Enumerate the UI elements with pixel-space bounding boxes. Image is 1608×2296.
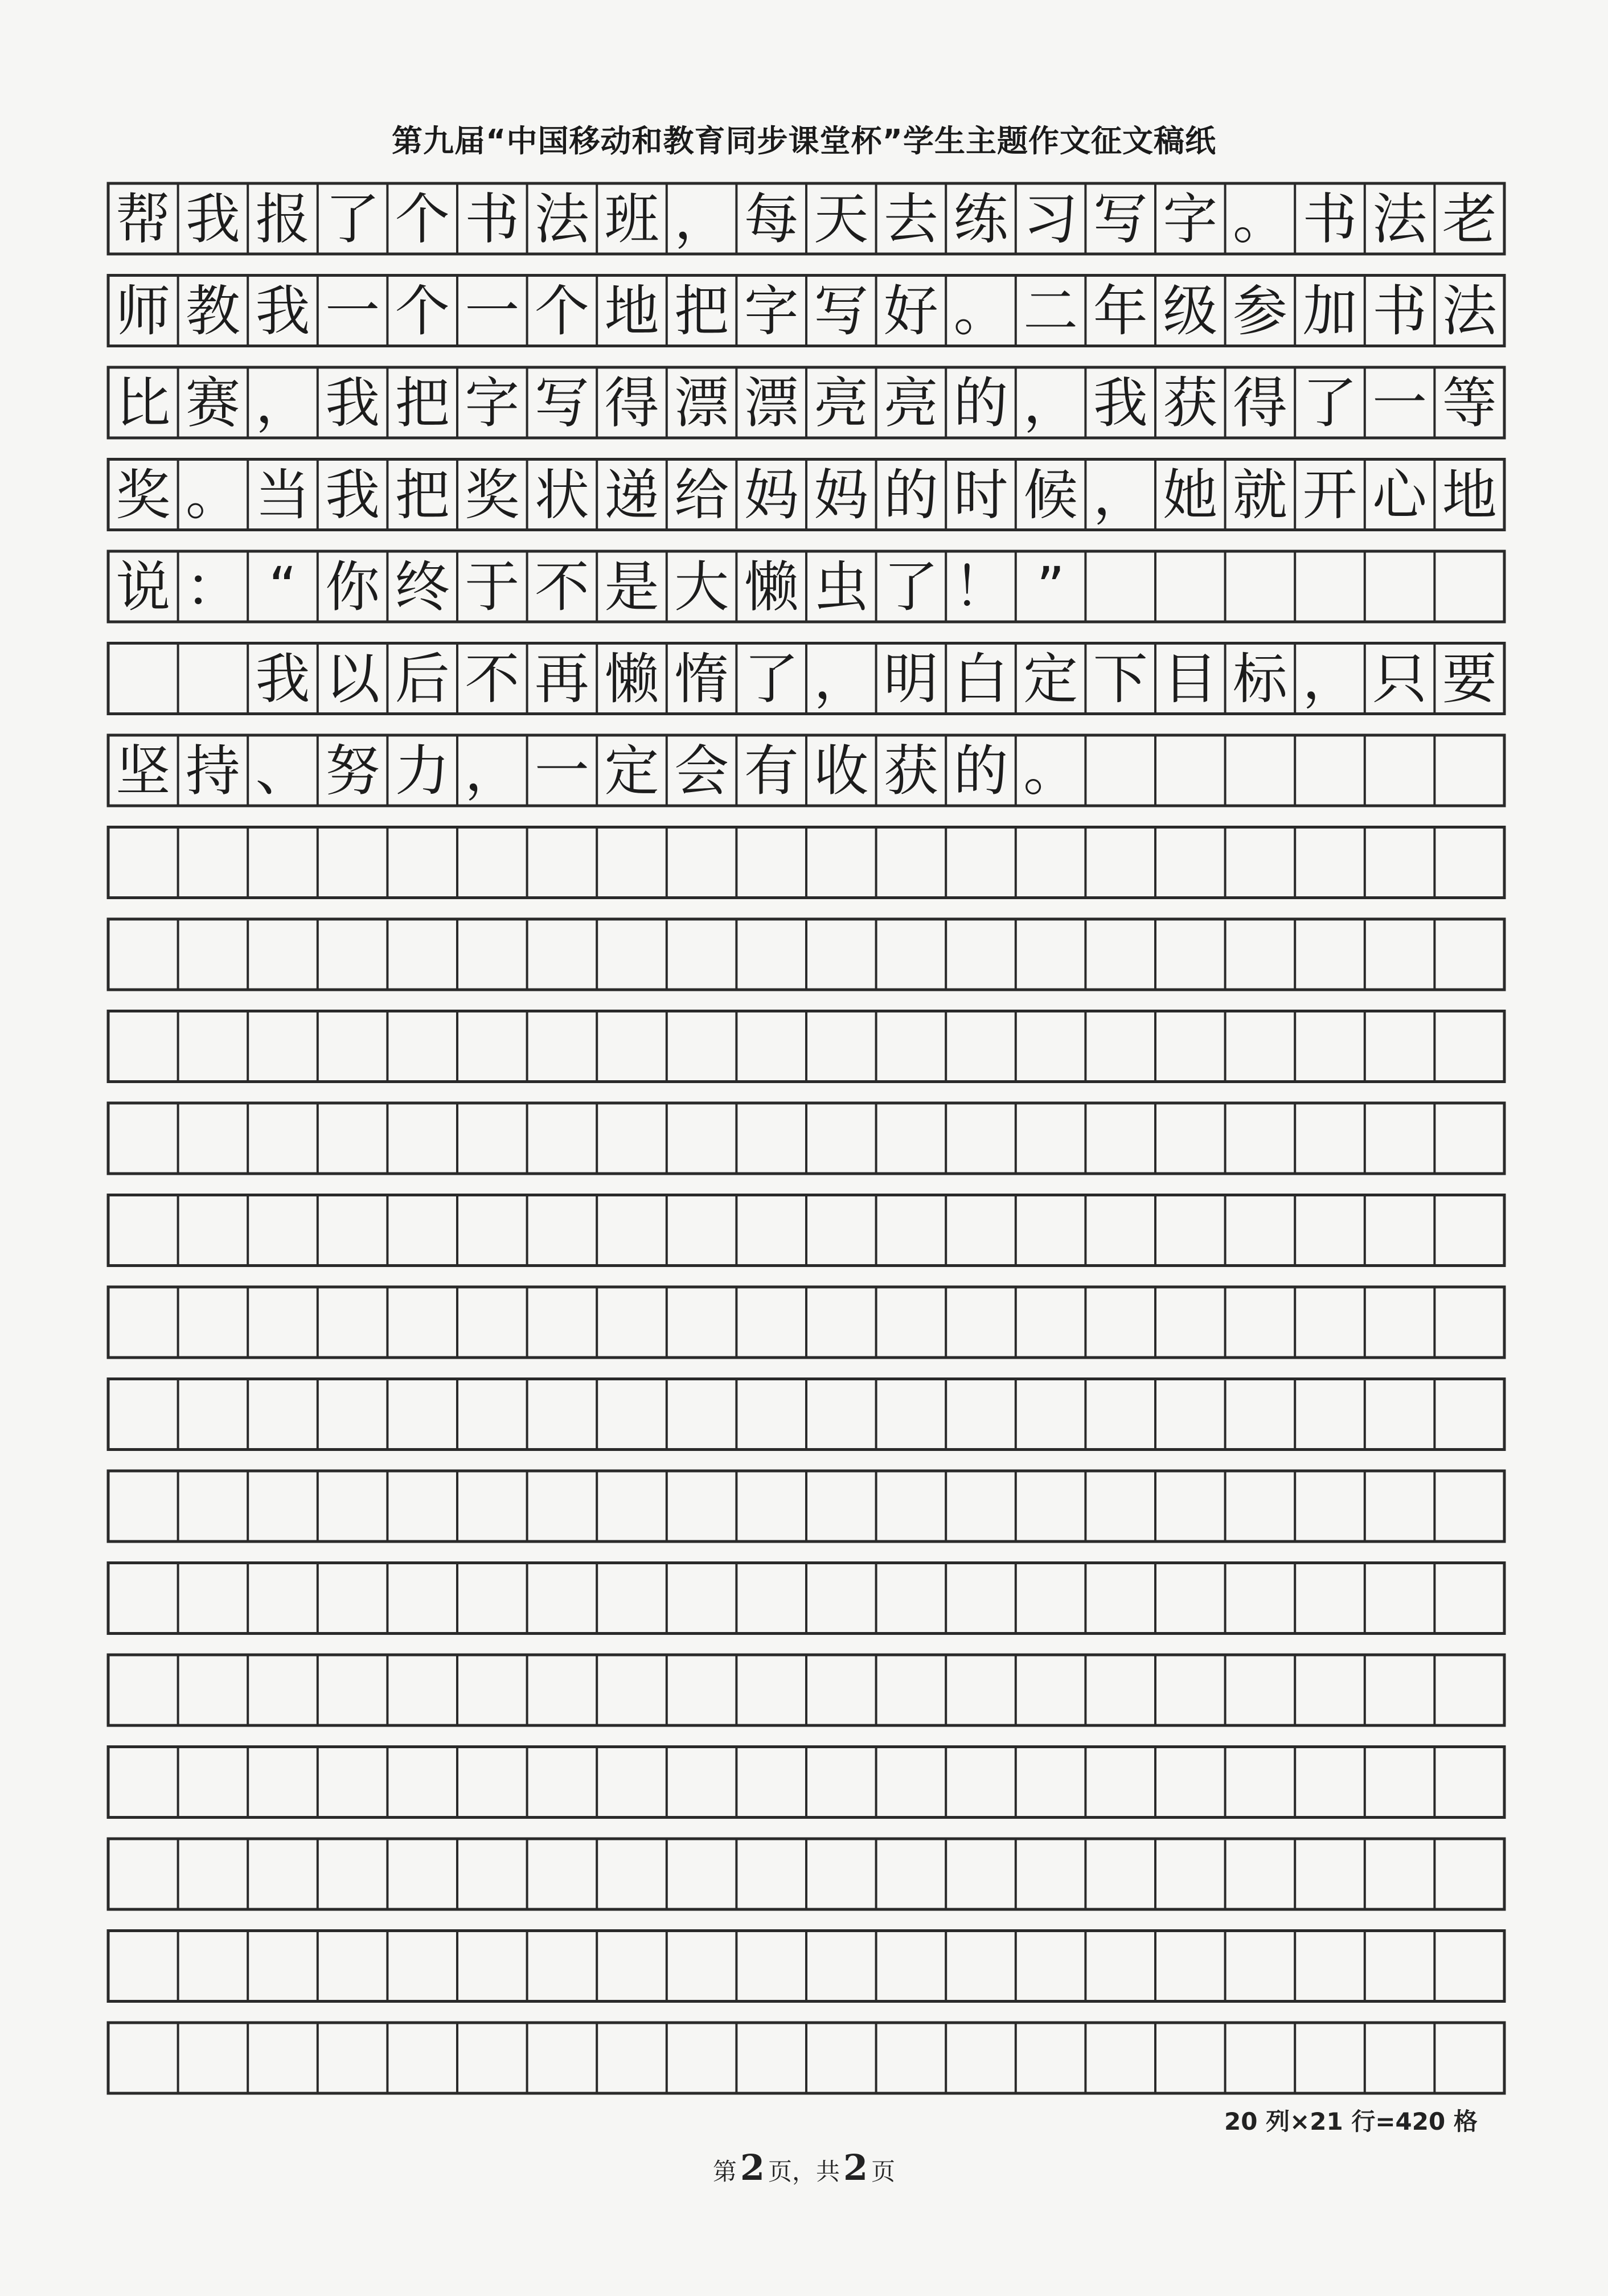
essay-character: ，: [1093, 463, 1148, 527]
essay-character: 每: [744, 187, 799, 251]
footer-middle: 页，共: [768, 2158, 840, 2186]
footer-current-page: 2: [740, 2147, 765, 2188]
essay-character: 习: [1023, 187, 1078, 251]
essay-character: 天: [814, 187, 869, 251]
essay-character: 终: [395, 555, 450, 619]
essay-character: 力: [395, 739, 450, 803]
grid-row: [108, 1931, 1504, 2002]
essay-character: 我: [1093, 371, 1148, 435]
grid-row: [108, 1287, 1504, 1358]
essay-character: 惰: [674, 647, 729, 711]
grid-row: [108, 1563, 1504, 1634]
essay-character: ：: [185, 555, 240, 619]
essay-character: 字: [744, 279, 799, 343]
essay-character: 老: [1442, 187, 1497, 251]
grid-row: [108, 1471, 1504, 1541]
essay-character: 报: [255, 187, 310, 251]
essay-character: 奖: [116, 463, 171, 527]
essay-character: 比: [116, 371, 171, 435]
essay-character: 一: [325, 279, 380, 343]
essay-character: 师: [116, 279, 171, 343]
grid-row: [108, 919, 1504, 990]
grid-row: [108, 1655, 1504, 1725]
essay-character: 说: [116, 555, 171, 619]
essay-character: 一: [1372, 371, 1427, 435]
essay-character: 奖: [465, 463, 520, 527]
paper-title: 第九届“中国移动和教育同步课堂杯”学生主题作文征文稿纸: [392, 123, 1216, 159]
essay-character: ，: [1302, 647, 1357, 711]
essay-character: 我: [255, 279, 310, 343]
essay-character: 漂: [674, 371, 729, 435]
essay-character: 法: [534, 187, 589, 251]
essay-character: 获: [883, 739, 938, 803]
essay-character: 当: [255, 463, 310, 527]
essay-character: 懒: [744, 555, 799, 619]
grid-row: [108, 551, 1504, 622]
grid-row: [108, 1747, 1504, 1818]
essay-character: 妈: [814, 463, 869, 527]
essay-character: 一: [465, 279, 520, 343]
essay-character: 参: [1232, 279, 1287, 343]
essay-character: 了: [325, 187, 380, 251]
essay-character: 二: [1023, 279, 1078, 343]
essay-character: 等: [1442, 371, 1497, 435]
essay-character: 写: [534, 371, 589, 435]
footer-total-pages: 2: [843, 2147, 868, 2188]
essay-character: 的: [883, 463, 938, 527]
essay-character: 只: [1372, 647, 1427, 711]
essay-character: 后: [395, 647, 450, 711]
essay-character: 练: [953, 187, 1008, 251]
essay-character: 我: [325, 371, 380, 435]
essay-character: 年: [1093, 279, 1148, 343]
essay-character: 大: [674, 555, 729, 619]
essay-character: 不: [465, 647, 520, 711]
essay-character: 她: [1163, 463, 1218, 527]
essay-character: 字: [465, 371, 520, 435]
essay-character: ”: [1036, 555, 1065, 619]
essay-character: 不: [534, 555, 589, 619]
footer-suffix: 页: [871, 2158, 896, 2186]
essay-character: 得: [1232, 371, 1287, 435]
essay-character: 书: [465, 187, 520, 251]
essay-character: 个: [395, 279, 450, 343]
essay-character: 努: [325, 739, 380, 803]
essay-character: 个: [534, 279, 589, 343]
essay-character: 递: [604, 463, 659, 527]
essay-character: 我: [325, 463, 380, 527]
essay-character: 了: [1302, 371, 1357, 435]
grid-row: [108, 1011, 1504, 1082]
essay-character: 帮: [116, 187, 171, 251]
essay-character: 级: [1163, 279, 1218, 343]
essay-character: 懒: [604, 647, 659, 711]
essay-character: 就: [1232, 463, 1287, 527]
grid-row: [108, 1379, 1504, 1450]
essay-character: 。: [953, 279, 1008, 343]
grid-row: [108, 276, 1504, 346]
grid-row: [108, 460, 1504, 530]
essay-character: 。: [185, 463, 240, 527]
essay-character: ，: [255, 371, 310, 435]
essay-character: ，: [465, 739, 520, 803]
essay-character: 妈: [744, 463, 799, 527]
grid-row: [108, 2023, 1504, 2093]
grid-row: [108, 827, 1504, 898]
essay-character: 获: [1163, 371, 1218, 435]
essay-character: 是: [604, 555, 659, 619]
essay-character: 亮: [814, 371, 869, 435]
essay-character: 我: [185, 187, 240, 251]
essay-character: 。: [1023, 739, 1078, 803]
essay-character: 目: [1163, 647, 1218, 711]
essay-character: 好: [883, 279, 938, 343]
essay-character: 状: [534, 463, 589, 527]
essay-character: 坚: [116, 739, 171, 803]
essay-character: “: [268, 555, 297, 619]
page-footer: [0, 2147, 1608, 2188]
essay-character: 定: [1023, 647, 1078, 711]
essay-character: 、: [255, 739, 310, 803]
essay-character: 有: [744, 739, 799, 803]
grid-row: [108, 643, 1504, 714]
essay-character: 心: [1372, 463, 1427, 527]
essay-character: 把: [395, 371, 450, 435]
essay-character: ，: [1023, 371, 1078, 435]
essay-character: 写: [814, 279, 869, 343]
essay-character: 定: [604, 739, 659, 803]
essay-character: 书: [1372, 279, 1427, 343]
essay-character: 写: [1093, 187, 1148, 251]
essay-character: 法: [1372, 187, 1427, 251]
essay-character: 收: [814, 739, 869, 803]
essay-character: ，: [814, 647, 869, 711]
essay-character: 虫: [814, 555, 869, 619]
essay-character: 白: [953, 647, 1008, 711]
essay-character: 了: [883, 555, 938, 619]
essay-character: 会: [674, 739, 729, 803]
essay-character: 要: [1442, 647, 1497, 711]
grid-row: [108, 183, 1504, 254]
essay-character: 加: [1302, 279, 1357, 343]
grid-row: [108, 1103, 1504, 1174]
essay-character: 地: [604, 279, 659, 343]
essay-character: 于: [465, 555, 520, 619]
essay-character: 班: [604, 187, 659, 251]
essay-character: 把: [674, 279, 729, 343]
cell-count-label: 20 列×21 行=420 格: [1224, 2108, 1478, 2135]
essay-character: 下: [1093, 647, 1148, 711]
essay-character: ！: [953, 555, 1008, 619]
essay-character: 字: [1163, 187, 1218, 251]
grid-row: [108, 1195, 1504, 1266]
footer-prefix: 第: [712, 2158, 737, 2186]
essay-character: 给: [674, 463, 729, 527]
essay-character: 时: [953, 463, 1008, 527]
essay-character: 再: [534, 647, 589, 711]
essay-character: 把: [395, 463, 450, 527]
grid-row: [108, 735, 1504, 806]
grid-row: [108, 1839, 1504, 1909]
essay-character: 开: [1302, 463, 1357, 527]
essay-character: 的: [953, 371, 1008, 435]
essay-character: 赛: [185, 371, 240, 435]
essay-character: 亮: [883, 371, 938, 435]
essay-character: 。: [1232, 187, 1287, 251]
essay-character: 个: [395, 187, 450, 251]
essay-character: ，: [674, 187, 729, 251]
essay-character: 去: [883, 187, 938, 251]
essay-character: 书: [1302, 187, 1357, 251]
essay-character: 持: [185, 739, 240, 803]
grid-row: [108, 367, 1504, 438]
essay-character: 的: [953, 739, 1008, 803]
essay-character: 标: [1232, 647, 1287, 711]
essay-character: 我: [255, 647, 310, 711]
essay-character: 候: [1023, 463, 1078, 527]
essay-character: 地: [1442, 463, 1497, 527]
essay-character: 了: [744, 647, 799, 711]
essay-character: 以: [325, 647, 380, 711]
essay-character: 明: [883, 647, 938, 711]
essay-character: 漂: [744, 371, 799, 435]
essay-character: 教: [185, 279, 240, 343]
essay-character: 一: [534, 739, 589, 803]
essay-character: 法: [1442, 279, 1497, 343]
essay-character: 你: [325, 555, 380, 619]
essay-character: 得: [604, 371, 659, 435]
